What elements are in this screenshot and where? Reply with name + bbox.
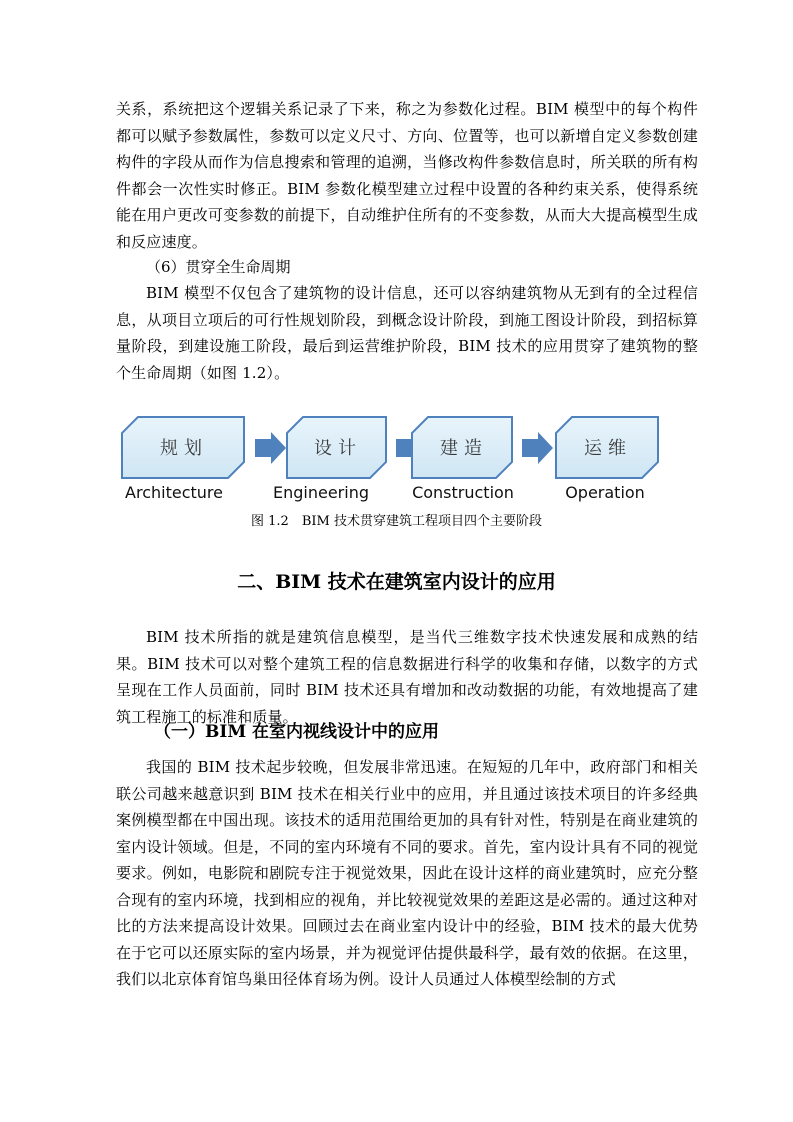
paragraph-parametric: 关系，系统把这个逻辑关系记录了下来，称之为参数化过程。BIM 模型中的每个构件都可以赋予参数属性，参数可以定义尺寸、方向、位置等，也可以新增自定义参数创建构件的字段从而作为信息搜索和管理的追溯，当修改构件参数信息时，所关联的所有构件都会一次性实时修正。BIM 参数化模型建立过程中设置的各种约束关系，使得系统能在用户更改可变参数的前提下，自动维护住所有的不变参数，从而大大提高模型生成和反应速度。 [116, 100, 698, 251]
stage-label-en: Engineering [273, 483, 369, 502]
lifecycle-diagram [116, 402, 698, 508]
subheading-lifecycle: （6）贯穿全生命周期 [146, 258, 291, 276]
stage-label-en: Construction [412, 483, 514, 502]
stage-label-cn: 设计 [314, 438, 362, 459]
paragraph-bim-definition: BIM 技术所指的就是建筑信息模型，是当代三维数字技术快速发展和成熟的结果。BIM 技术可以对整个建筑工程的信息数据进行科学的收集和存储，以数字的方式呈现在工作人员面前，同时 BIM 技术还具有增加和改动数据的功能，有效地提高了建筑工程施工的标准和质量。 [116, 628, 698, 726]
stage-label-cn: 规划 [160, 438, 208, 459]
arrow-right-icon [522, 432, 553, 464]
paragraph-lifecycle: BIM 模型不仅包含了建筑物的设计信息，还可以容纳建筑物从无到有的全过程信息，从项目立项后的可行性规划阶段，到概念设计阶段，到施工图设计阶段，到招标算量阶段，到建设施工阶段，最后到运营维护阶段，BIM 技术的应用贯穿了建筑物的整个生命周期（如图 1.2）。 [116, 284, 698, 382]
stage-label-cn: 运维 [584, 438, 632, 459]
stage-operation [556, 417, 658, 502]
stage-label-cn: 建造 [440, 438, 488, 459]
stage-label-en: Architecture [125, 483, 223, 502]
arrow-right-icon [255, 432, 286, 464]
paragraph-sightline-design: 我国的 BIM 技术起步较晚，但发展非常迅速。在短短的几年中，政府部门和相关联公司越来越意识到 BIM 技术在相关行业中的应用，并且通过该技术项目的许多经典案例模型都在中国出现。该技术的适用范围给更加的具有针对性，特别是在商业建筑的室内设计领域。但是，不同的室内环境有不同的要求。首先，室内设计具有不同的视觉要求。例如，电影院和剧院专注于视觉效果，因此在设计这样的商业建筑时，应充分整合现有的室内环境，找到相应的视角，并比较视觉效果的差距这是必需的。通过这种对比的方法来提高设计效果。回顾过去在商业室内设计中的经验，BIM 技术的最大优势在于它可以还原实际的室内场景，并为视觉评估提供最科学，最有效的依据。在这里，我们以北京体育馆鸟巢田径体育场为例。设计人员通过人体模型绘制的方式 [116, 758, 698, 988]
stage-engineering [273, 417, 386, 502]
figure-caption: 图 1.2 BIM 技术贯穿建筑工程项目四个主要阶段 [251, 514, 542, 529]
stage-construction [412, 417, 514, 502]
stage-label-en: Operation [565, 483, 645, 502]
stage-architecture [122, 417, 244, 502]
section-heading: 二、BIM 技术在建筑室内设计的应用 [237, 571, 556, 593]
subsection-heading: （一）BIM 在室内视线设计中的应用 [154, 722, 440, 742]
